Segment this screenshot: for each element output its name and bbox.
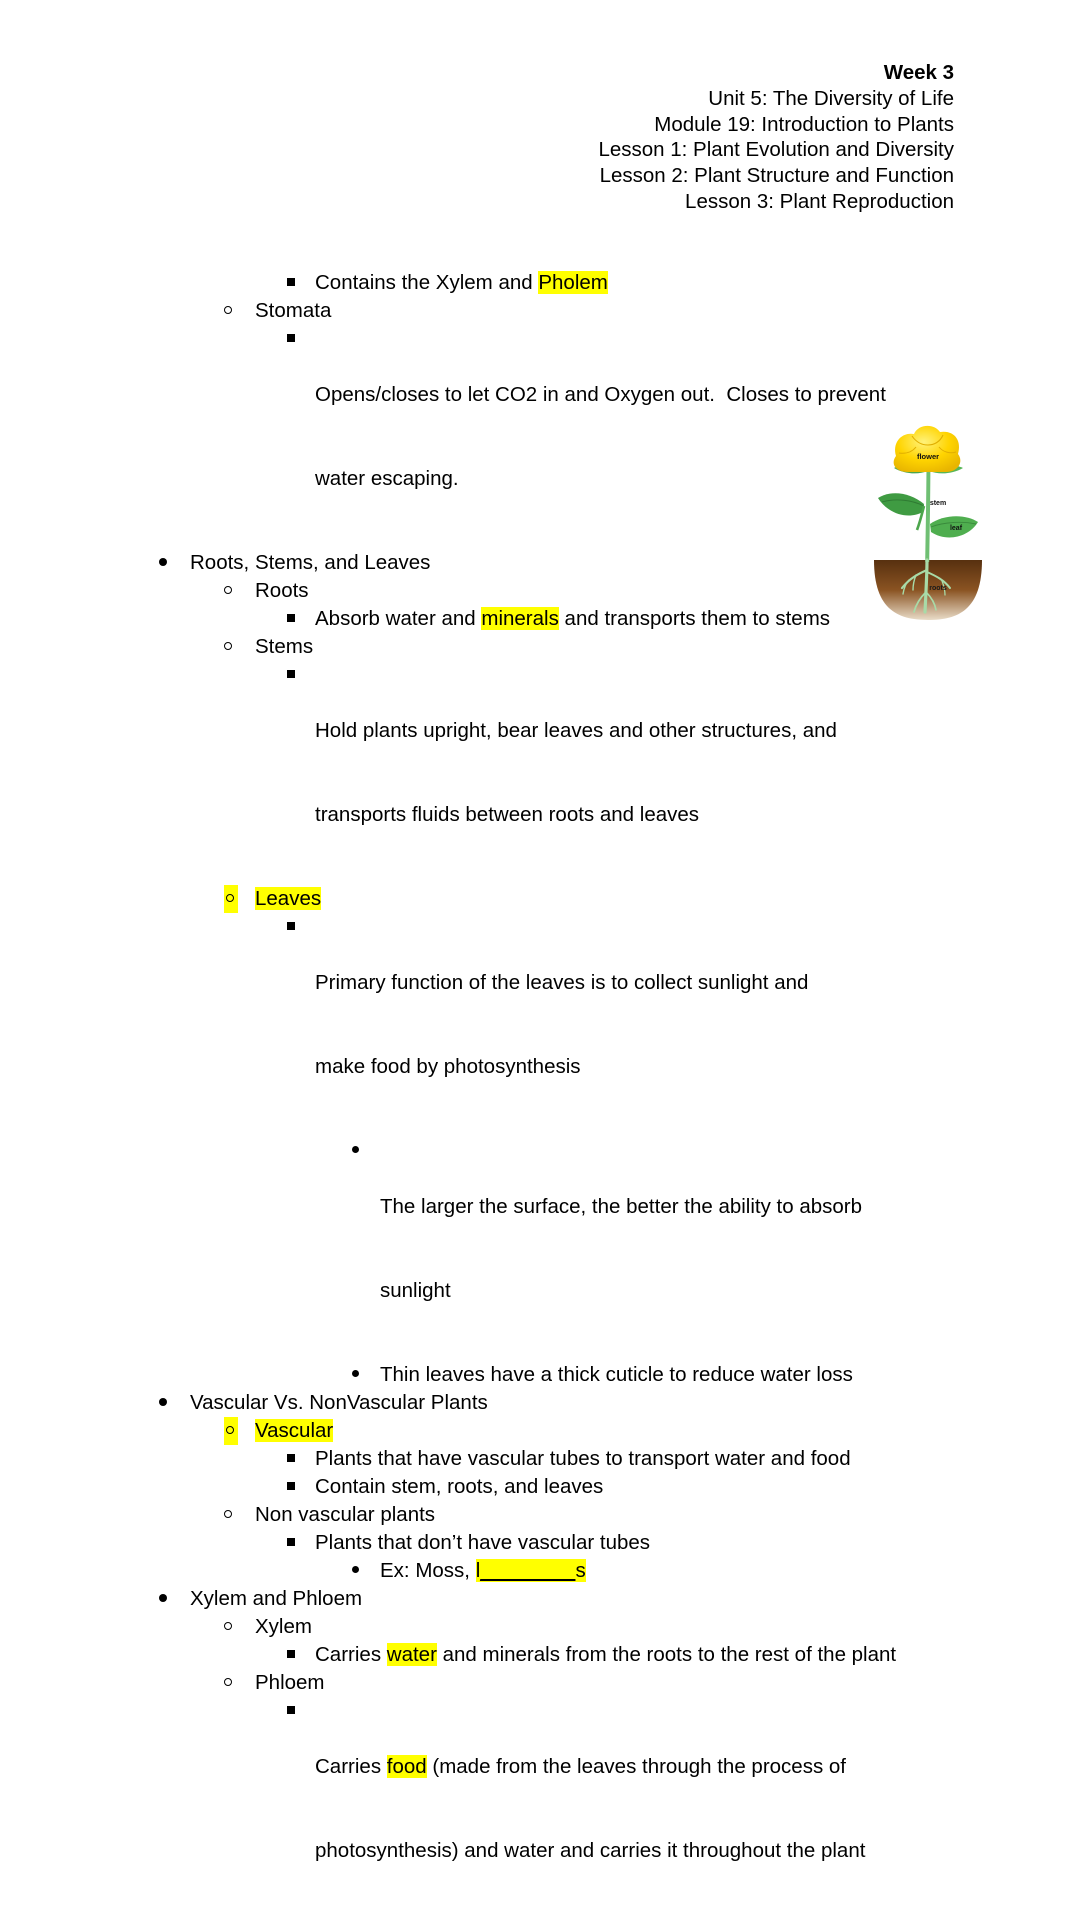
header-line-unit: Unit 5: The Diversity of Life	[708, 86, 954, 110]
outline-item-roots	[0, 577, 1080, 605]
outline-item-stems	[0, 633, 1080, 661]
outline-text: Vascular Vs. NonVascular Plants	[190, 1391, 488, 1414]
outline-text: Phloem	[255, 1671, 325, 1694]
notes-outline	[0, 269, 1080, 1921]
disc-bullet-icon	[159, 1585, 167, 1613]
label-flower: flower	[916, 452, 940, 461]
outline-item-contain-stem-roots-leaves	[0, 1473, 1080, 1501]
outline-text: Contain stem, roots, and leaves	[315, 1475, 604, 1498]
outline-item-leaves	[0, 885, 1080, 913]
outline-text-tail: (made from the leaves through the process of	[426, 1755, 847, 1778]
outline-text: Roots, Stems, and Leaves	[190, 551, 431, 574]
highlight-pholem: Pholem	[538, 271, 608, 294]
outline-text-cont: make food by photosynthesis	[315, 1055, 581, 1078]
outline-text: Primary function of the leaves is to collect sunlight and	[315, 971, 809, 994]
outline-item-phloem	[0, 1669, 1080, 1697]
highlight-food: food	[386, 1755, 427, 1778]
outline-item-no-vascular-tubes	[0, 1529, 1080, 1557]
outline-text: Xylem and Phloem	[190, 1587, 363, 1610]
square-bullet-icon	[287, 661, 295, 689]
outline-text: Ex: Moss,	[380, 1559, 476, 1582]
highlight-water: water	[386, 1643, 437, 1666]
circle-bullet-icon	[224, 297, 232, 325]
header-line-week: Week 3	[883, 61, 954, 84]
outline-text: Plants that don’t have vascular tubes	[315, 1531, 651, 1554]
outline-item-roots-function	[0, 605, 1080, 633]
document-header	[334, 60, 954, 215]
square-bullet-icon	[287, 913, 295, 941]
outline-text: Thin leaves have a thick cuticle to reduce water loss	[380, 1363, 853, 1386]
disc-bullet-icon	[352, 1137, 359, 1165]
outline-item-phloem-function	[0, 1697, 1080, 1921]
header-line-lesson-2: Lesson 2: Plant Structure and Function	[599, 164, 954, 188]
outline-text: The larger the surface, the better the ability to absorb	[380, 1195, 863, 1218]
outline-item-moss-example	[0, 1557, 1080, 1585]
outline-text-cont: photosynthesis) and water and carries it throughout the plant	[315, 1839, 866, 1862]
circle-bullet-icon	[224, 1417, 238, 1445]
outline-text: Roots	[255, 579, 309, 602]
label-leaf: leaf	[949, 525, 963, 532]
disc-bullet-icon	[159, 549, 167, 577]
outline-text: Hold plants upright, bear leaves and other structures, and	[315, 719, 837, 742]
circle-bullet-icon	[224, 1613, 232, 1641]
header-line-lesson-1: Lesson 1: Plant Evolution and Diversity	[598, 138, 954, 162]
circle-bullet-icon	[224, 885, 238, 913]
square-bullet-icon	[287, 605, 295, 633]
outline-text: Carries	[315, 1755, 387, 1778]
outline-text: Stems	[255, 635, 314, 658]
outline-text: Plants that have vascular tubes to transport water and food	[315, 1447, 851, 1470]
square-bullet-icon	[287, 1641, 295, 1669]
outline-item-stomata-function	[0, 325, 1080, 549]
outline-item-xylem-and-phloem	[0, 1585, 1080, 1613]
outline-item-surface-area	[0, 1137, 1080, 1361]
blank-prefix: l	[475, 1559, 481, 1582]
fill-in-blank: ________	[480, 1559, 576, 1582]
outline-text: Opens/closes to let CO2 in and Oxygen out. Closes to prevent	[315, 383, 886, 406]
outline-item-xylem-function	[0, 1641, 1080, 1669]
label-stem: stem	[929, 500, 947, 507]
label-roots: roots	[929, 585, 947, 592]
outline-item-stems-function	[0, 661, 1080, 885]
disc-bullet-icon	[159, 1389, 167, 1417]
circle-bullet-icon	[224, 1669, 232, 1697]
outline-item-stomata	[0, 297, 1080, 325]
highlight-blank-answer	[476, 1559, 586, 1582]
header-line-lesson-3: Lesson 3: Plant Reproduction	[685, 189, 954, 213]
square-bullet-icon	[287, 325, 295, 353]
highlight-leaves: Leaves	[255, 887, 322, 910]
square-bullet-icon	[287, 1697, 295, 1725]
outline-item-vascular-tubes	[0, 1445, 1080, 1473]
outline-text: Absorb water and	[315, 607, 482, 630]
outline-text-cont: transports fluids between roots and leaves	[315, 803, 700, 826]
highlight-vascular: Vascular	[255, 1419, 334, 1442]
outline-text-tail: and minerals from the roots to the rest of the plant	[436, 1643, 897, 1666]
outline-text: Stomata	[255, 299, 332, 322]
blank-suffix: s	[575, 1559, 586, 1582]
circle-bullet-icon	[224, 577, 232, 605]
square-bullet-icon	[287, 1473, 295, 1501]
square-bullet-icon	[287, 269, 295, 297]
square-bullet-icon	[287, 1445, 295, 1473]
circle-bullet-icon	[224, 633, 232, 661]
outline-item-vascular-vs-nonvascular	[0, 1389, 1080, 1417]
outline-text-cont: sunlight	[380, 1279, 451, 1302]
outline-text-tail: and transports them to stems	[558, 607, 831, 630]
circle-bullet-icon	[224, 1501, 232, 1529]
square-bullet-icon	[287, 1529, 295, 1557]
outline-item-non-vascular-plants	[0, 1501, 1080, 1529]
outline-item-thin-leaves-cuticle	[0, 1361, 1080, 1389]
highlight-minerals: minerals	[481, 607, 559, 630]
outline-item-leaves-function	[0, 913, 1080, 1137]
disc-bullet-icon	[352, 1361, 359, 1389]
outline-text: Non vascular plants	[255, 1503, 436, 1526]
disc-bullet-icon	[352, 1557, 359, 1585]
header-line-module: Module 19: Introduction to Plants	[654, 112, 954, 136]
outline-item-vascular	[0, 1417, 1080, 1445]
outline-text: Contains the Xylem and	[315, 271, 539, 294]
outline-text: Carries	[315, 1643, 387, 1666]
outline-item-roots-stems-leaves	[0, 549, 1080, 577]
outline-item-contains-xylem-pholem	[0, 269, 1080, 297]
outline-text: Xylem	[255, 1615, 312, 1638]
outline-text-cont: water escaping.	[315, 467, 459, 490]
outline-item-xylem	[0, 1613, 1080, 1641]
